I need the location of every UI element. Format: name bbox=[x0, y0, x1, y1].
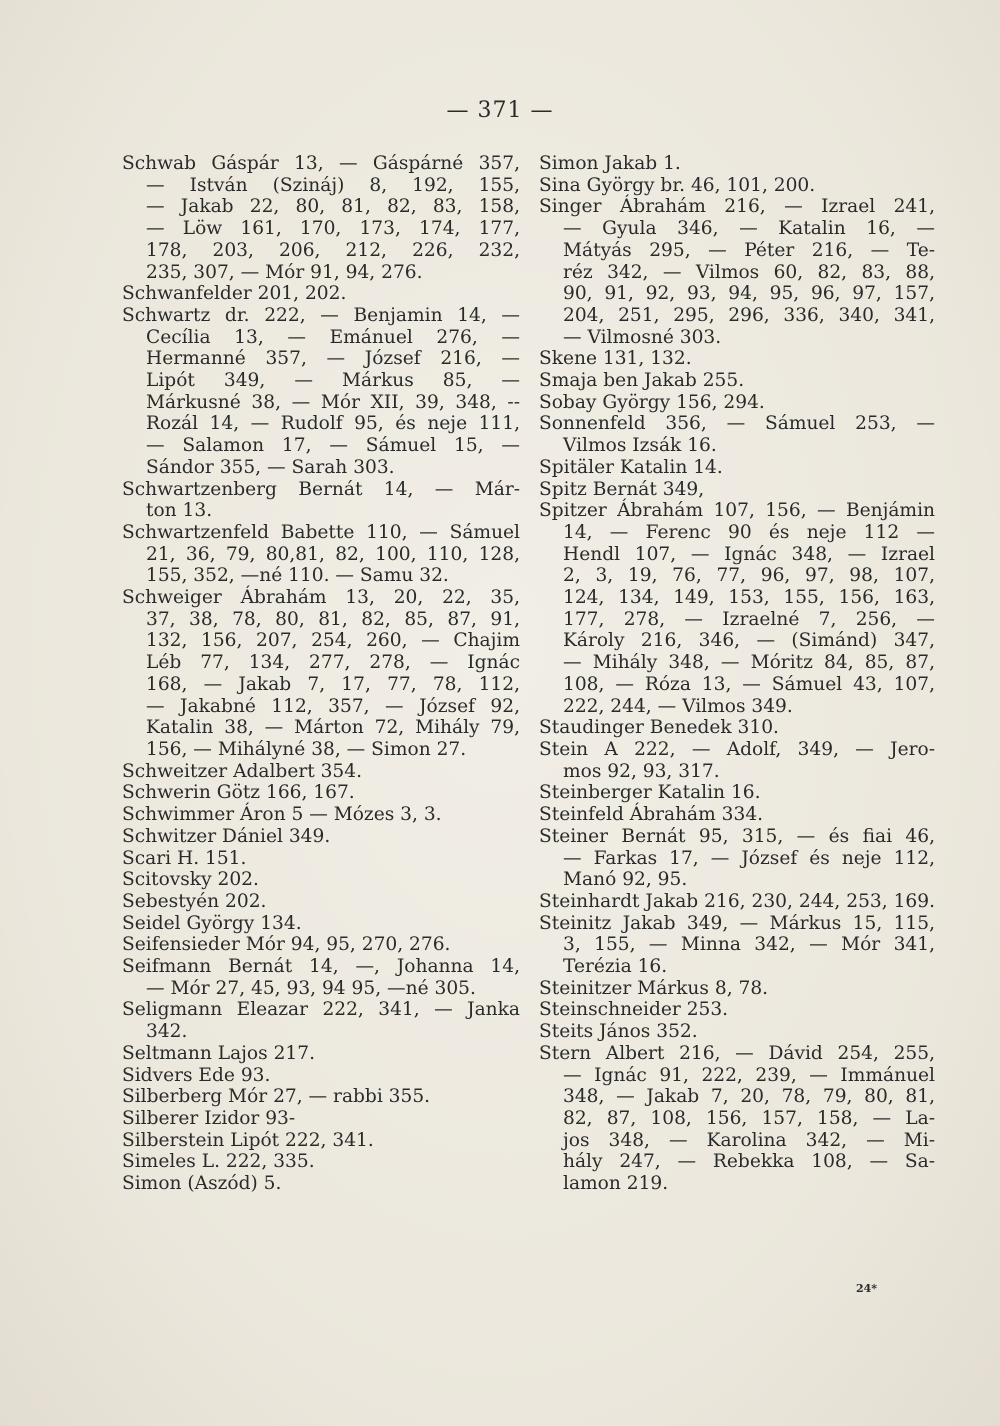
index-line: Seligmann Eleazar 222, 341, — Janka bbox=[122, 999, 520, 1021]
index-line: Schwitzer Dániel 349. bbox=[122, 825, 331, 847]
index-line: Lipót 349, — Márkus 85, — bbox=[146, 370, 520, 392]
right-column bbox=[539, 153, 935, 1195]
index-line: Schwerin Götz 166, 167. bbox=[122, 782, 355, 804]
index-line: Schwimmer Áron 5 — Mózes 3, 3. bbox=[122, 804, 442, 826]
index-line: — Gyula 346, — Katalin 16, — bbox=[563, 218, 935, 240]
index-line: Schwartzenfeld Babette 110, — Sámuel bbox=[122, 521, 520, 543]
index-line: — Mór 27, 45, 93, 94 95, —né 305. bbox=[146, 977, 476, 999]
index-line: 155, 352, —né 110. — Samu 32. bbox=[146, 565, 449, 587]
index-line: Seifensieder Mór 94, 95, 270, 276. bbox=[122, 934, 451, 956]
index-line: Rozál 14, — Rudolf 95, és neje 111, bbox=[146, 413, 520, 435]
index-line: Sina György br. 46, 101, 200. bbox=[539, 174, 816, 196]
index-line: 204, 251, 295, 296, 336, 340, 341, bbox=[563, 304, 935, 326]
index-line: Seltmann Lajos 217. bbox=[122, 1042, 315, 1064]
index-line: — Vilmosné 303. bbox=[563, 326, 722, 348]
index-line: Schweiger Ábrahám 13, 20, 22, 35, bbox=[122, 587, 520, 609]
index-line: — Salamon 17, — Sámuel 15, — bbox=[146, 435, 520, 457]
index-line: Sándor 355, — Sarah 303. bbox=[146, 456, 395, 478]
index-line: Steinfeld Ábrahám 334. bbox=[539, 804, 764, 826]
index-line: Léb 77, 134, 277, 278, — Ignác bbox=[146, 652, 520, 674]
index-line: Steits János 352. bbox=[539, 1021, 698, 1043]
index-line: Scitovsky 202. bbox=[122, 869, 259, 891]
index-line: Spitäler Katalin 14. bbox=[539, 456, 723, 478]
index-line: 2, 3, 19, 76, 77, 96, 97, 98, 107, bbox=[563, 565, 935, 587]
index-line: réz 342, — Vilmos 60, 82, 83, 88, bbox=[563, 261, 935, 283]
index-line: Spitz Bernát 349, bbox=[539, 478, 705, 500]
index-line: Hendl 107, — Ignác 348, — Izrael bbox=[563, 543, 935, 565]
index-line: jos 348, — Karolina 342, — Mi- bbox=[563, 1129, 935, 1151]
index-line: Simon (Aszód) 5. bbox=[122, 1173, 282, 1195]
index-line: Schwartzenberg Bernát 14, — Már- bbox=[122, 478, 520, 500]
index-line: 37, 38, 78, 80, 81, 82, 85, 87, 91, bbox=[146, 608, 520, 630]
index-line: 168, — Jakab 7, 17, 77, 78, 112, bbox=[146, 673, 520, 695]
index-line: Seidel György 134. bbox=[122, 912, 302, 934]
index-line: 348, — Jakab 7, 20, 78, 79, 80, 81, bbox=[563, 1086, 935, 1108]
index-line: Sebestyén 202. bbox=[122, 890, 267, 912]
index-line: Simon Jakab 1. bbox=[539, 153, 681, 174]
index-line: Steinschneider 253. bbox=[539, 999, 729, 1021]
index-line: Stern Albert 216, — Dávid 254, 255, bbox=[539, 1042, 935, 1064]
index-line: Steiner Bernát 95, 315, — és fiai 46, bbox=[539, 825, 935, 847]
index-line: — Jakab 22, 80, 81, 82, 83, 158, bbox=[146, 196, 520, 218]
index-line: — Ignác 91, 222, 239, — Immánuel bbox=[563, 1064, 935, 1086]
index-line: Steinitzer Márkus 8, 78. bbox=[539, 977, 769, 999]
index-line: — Mihály 348, — Móritz 84, 85, 87, bbox=[563, 652, 935, 674]
index-line: Smaja ben Jakab 255. bbox=[539, 370, 745, 392]
index-line: Mátyás 295, — Péter 216, — Te- bbox=[563, 239, 935, 261]
page-number: — 371 — bbox=[446, 98, 554, 123]
index-line: Sonnenfeld 356, — Sámuel 253, — bbox=[539, 413, 935, 435]
index-line: 3, 155, — Minna 342, — Mór 341, bbox=[563, 934, 935, 956]
index-line: Manó 92, 95. bbox=[563, 869, 688, 891]
index-line: 177, 278, — Izraelné 7, 256, — bbox=[563, 608, 935, 630]
index-line: Cecília 13, — Emánuel 276, — bbox=[146, 326, 520, 348]
index-line: Katalin 38, — Márton 72, Mihály 79, bbox=[146, 717, 520, 739]
index-line: Steinberger Katalin 16. bbox=[539, 782, 761, 804]
index-line: 124, 134, 149, 153, 155, 156, 163, bbox=[563, 587, 935, 609]
index-line: 90, 91, 92, 93, 94, 95, 96, 97, 157, bbox=[563, 283, 935, 305]
index-line: Staudinger Benedek 310. bbox=[539, 717, 779, 739]
index-line: Simeles L. 222, 335. bbox=[122, 1151, 315, 1173]
index-line: Hermanné 357, — József 216, — bbox=[146, 348, 520, 370]
index-line: Károly 216, 346, — (Simánd) 347, bbox=[563, 630, 935, 652]
index-line: 82, 87, 108, 156, 157, 158, — La- bbox=[563, 1107, 935, 1129]
index-line: Skene 131, 132. bbox=[539, 348, 692, 370]
left-column bbox=[122, 153, 520, 1195]
index-line: — István (Szináj) 8, 192, 155, bbox=[146, 174, 520, 196]
index-line: — Löw 161, 170, 173, 174, 177, bbox=[146, 218, 520, 240]
index-line: Sidvers Ede 93. bbox=[122, 1064, 271, 1086]
index-line: Schwanfelder 201, 202. bbox=[122, 283, 347, 305]
index-line: Silberstein Lipót 222, 341. bbox=[122, 1129, 374, 1151]
index-line: Vilmos Izsák 16. bbox=[563, 435, 717, 457]
index-line: Steinhardt Jakab 216, 230, 244, 253, 169. bbox=[539, 890, 935, 912]
index-line: 342. bbox=[146, 1021, 188, 1043]
index-line: — Farkas 17, — József és neje 112, bbox=[563, 847, 935, 869]
index-line: 21, 36, 79, 80,81, 82, 100, 110, 128, bbox=[146, 543, 520, 565]
index-line: ton 13. bbox=[146, 500, 213, 522]
index-line: 178, 203, 206, 212, 226, 232, bbox=[146, 239, 520, 261]
index-line: Schweitzer Adalbert 354. bbox=[122, 760, 363, 782]
index-line: 132, 156, 207, 254, 260, — Chajim bbox=[146, 630, 520, 652]
index-line: lamon 219. bbox=[563, 1173, 669, 1195]
index-line: Singer Ábrahám 216, — Izrael 241, bbox=[539, 196, 935, 218]
index-line: hály 247, — Rebekka 108, — Sa- bbox=[563, 1151, 935, 1173]
index-line: 14, — Ferenc 90 és neje 112 — bbox=[563, 521, 935, 543]
index-line: Márkusné 38, — Mór XII, 39, 348, -- bbox=[146, 391, 520, 413]
index-line: Silberberg Mór 27, — rabbi 355. bbox=[122, 1086, 431, 1108]
index-line: Spitzer Ábrahám 107, 156, — Benjámin bbox=[539, 500, 935, 522]
index-line: Schwartz dr. 222, — Benjamin 14, — bbox=[122, 304, 520, 326]
index-line: 156, — Mihályné 38, — Simon 27. bbox=[146, 738, 467, 760]
index-line: Seifmann Bernát 14, —, Johanna 14, bbox=[122, 956, 520, 978]
index-line: Scari H. 151. bbox=[122, 847, 247, 869]
index-line: — Jakabné 112, 357, — József 92, bbox=[146, 695, 520, 717]
index-line: Stein A 222, — Adolf, 349, — Jero- bbox=[539, 738, 935, 760]
index-line: 235, 307, — Mór 91, 94, 276. bbox=[146, 261, 423, 283]
index-line: Silberer Izidor 93- bbox=[122, 1107, 296, 1129]
index-line: 108, — Róza 13, — Sámuel 43, 107, bbox=[563, 673, 935, 695]
index-line: 222, 244, — Vilmos 349. bbox=[563, 695, 793, 717]
index-line: Sobay György 156, 294. bbox=[539, 391, 765, 413]
index-line: Steinitz Jakab 349, — Márkus 15, 115, bbox=[539, 912, 935, 934]
index-line: Terézia 16. bbox=[563, 956, 668, 978]
index-line: Schwab Gáspár 13, — Gáspárné 357, bbox=[122, 153, 520, 174]
index-line: mos 92, 93, 317. bbox=[563, 760, 720, 782]
printer-signature: 24* bbox=[856, 1282, 878, 1295]
